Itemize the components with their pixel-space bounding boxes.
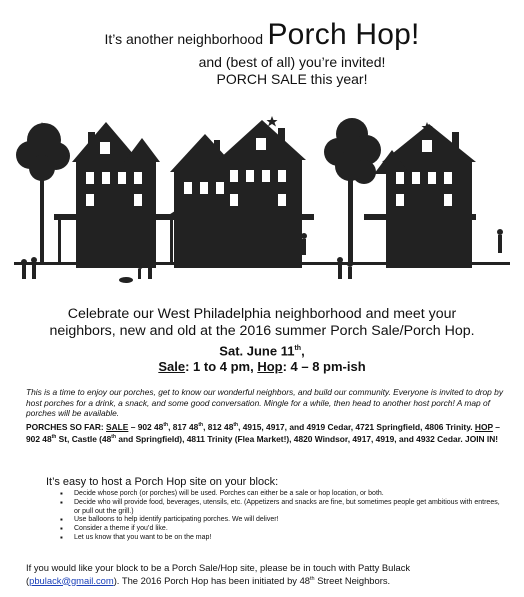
event-times	[0, 359, 524, 374]
list-item: ▪ Decide who will provide food, beverages, utensils, etc. (Appetizers and snacks are fine, but sometimes people get ambitious with entrees, or pull out the grill.)	[60, 499, 500, 517]
porches-list	[26, 420, 506, 445]
celebrate-line-2: neighbors, new and old at the 2016 summer Porch Sale/Porch Hop.	[49, 323, 475, 339]
intro-paragraph: This is a time to enjoy our porches, get to know our wonderful neighbors, and build our community. Everyone is invited to drop by host porches for a drink, a snack, and some good conversation. Mingle for a while, then head to another host porch! A map of porches will be available.	[26, 387, 504, 419]
porches-sale-label: SALE	[106, 421, 129, 432]
page-title: Porch Hop!	[267, 18, 420, 51]
closing-text: Street Neighbors.	[314, 574, 391, 586]
celebrate-paragraph	[0, 306, 524, 340]
ordinal-sup: th	[310, 575, 315, 582]
ordinal-sup: th	[51, 434, 57, 441]
porches-text: – 902 48	[128, 421, 164, 432]
porches-text: , 812 48	[203, 421, 234, 432]
celebrate-line-1: Celebrate our West Philadelphia neighborhood and meet your	[67, 306, 457, 322]
event-date	[0, 340, 524, 359]
porches-text: , 4915, 4917, and 4919 Cedar, 4721 Springfield, 4806 Trinity.	[238, 421, 475, 432]
subtitle-invite: and (best of all) you’re invited!	[198, 54, 386, 70]
ordinal-sup: th	[163, 422, 169, 428]
hop-time: : 4 – 8 pm-ish	[282, 359, 366, 374]
date-suffix-sup: th	[294, 345, 302, 352]
host-heading: It’s easy to host a Porch Hop site on your block:	[46, 476, 279, 488]
porches-text: St, Castle (48	[56, 434, 112, 445]
list-item: ▪ Consider a theme if you’d like.	[60, 525, 500, 534]
closing-text: ). The 2016 Porch Hop has been initiated by 48	[113, 574, 310, 586]
ordinal-sup: th	[111, 434, 117, 441]
porches-label: PORCHES SO FAR:	[26, 421, 107, 432]
ordinal-sup: th	[198, 422, 204, 428]
list-item: ▪ Let us know that you want to be on the map!	[60, 534, 500, 543]
host-bullet-list	[60, 490, 500, 543]
houses-and-people-silhouette-icon	[14, 110, 510, 295]
sale-time: : 1 to 4 pm,	[185, 359, 258, 374]
sale-label: Sale	[158, 359, 186, 374]
subtitle-sale: PORCH SALE this year!	[216, 71, 368, 87]
porches-text: and Springfield), 4811 Trinity (Flea Market!), 4820 Windsor, 4917, 4919, and 4932 Cedar. JOIN IN!	[116, 434, 499, 445]
list-item: ▪ Use balloons to help identify participating porches. We will deliver!	[60, 516, 500, 525]
porches-hop-label: HOP	[474, 421, 493, 432]
porches-text: – 902 48	[26, 421, 500, 445]
ordinal-sup: th	[233, 422, 239, 428]
title-intro: It’s another neighborhood	[104, 31, 263, 47]
email-link[interactable]: pbulack@gmail.com	[29, 574, 114, 586]
list-item: ▪ Decide whose porch (or porches) will be used. Porches can either be a sale or hop location, or both.	[60, 490, 500, 499]
date-text: Sat. June 11	[219, 343, 295, 359]
title-line	[0, 18, 524, 52]
closing-paragraph	[26, 562, 506, 586]
closing-text: If you would like your block to be a Porch Sale/Hop site, please be in touch with Patty Bulack (	[26, 562, 411, 586]
porches-text: , 817 48	[168, 421, 199, 432]
date-comma: ,	[301, 343, 305, 359]
hop-label: Hop	[257, 359, 283, 374]
